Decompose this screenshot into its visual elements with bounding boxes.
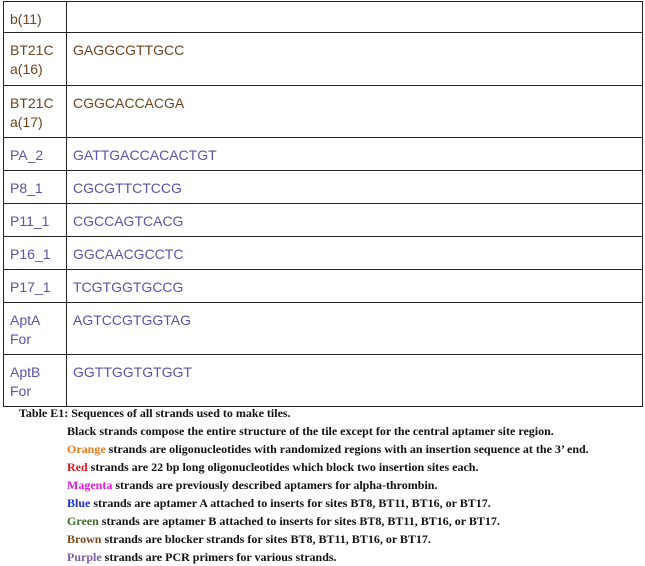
sequence-cell: GATTGACCACACTGT: [67, 138, 643, 171]
sequence-cell: GAGGCGTTGCC: [67, 33, 643, 86]
legend-text: strands are oligonucleotides with randomized regions with an insertion sequence at the 3’ end.: [105, 442, 589, 456]
legend-line: [67, 494, 589, 512]
strand-name-cell: P11_1: [4, 204, 67, 237]
table-row: [4, 270, 643, 303]
table-row: [4, 2, 643, 33]
table-row: [4, 237, 643, 270]
legend-color-word: Purple: [67, 550, 102, 564]
sequence-cell: [67, 2, 643, 33]
strand-name-cell: BT21C a(17): [4, 86, 67, 138]
table-row: [4, 138, 643, 171]
strand-name-cell: P17_1: [4, 270, 67, 303]
legend-text: strands are PCR primers for various strands.: [101, 550, 337, 564]
sequence-cell: TCGTGGTGCCG: [67, 270, 643, 303]
strand-name-cell: b(11): [4, 2, 67, 33]
table-caption: [19, 404, 589, 566]
strand-name-cell: PA_2: [4, 138, 67, 171]
legend-line: [67, 512, 589, 530]
table-row: [4, 33, 643, 86]
legend-color-word: Magenta: [67, 478, 113, 492]
sequence-cell: AGTCCGTGGTAG: [67, 303, 643, 355]
legend-line: [67, 422, 589, 440]
sequence-table: [3, 1, 643, 407]
table-row: [4, 171, 643, 204]
caption-title: Table E1: Sequences of all strands used to make tiles.: [19, 406, 291, 420]
sequence-cell: CGCCAGTCACG: [67, 204, 643, 237]
legend-text: strands are 22 bp long oligonucleotides which block two insertion sites each.: [87, 460, 479, 474]
strand-name-cell: AptB For: [4, 355, 67, 407]
legend-text: strands are previously described aptamers for alpha-thrombin.: [112, 478, 438, 492]
strand-name-cell: P8_1: [4, 171, 67, 204]
legend-color-word: Red: [67, 460, 88, 474]
sequence-table-body: [4, 2, 643, 407]
legend-text: strands are blocker strands for sites BT8, BT11, BT16, or BT17.: [101, 532, 431, 546]
strand-name-cell: AptA For: [4, 303, 67, 355]
sequence-cell: GGTTGGTGTGGT: [67, 355, 643, 407]
sequence-cell: GGCAACGCCTC: [67, 237, 643, 270]
table-row: [4, 303, 643, 355]
legend-line: [67, 548, 589, 566]
legend-color-word: Brown: [67, 532, 102, 546]
legend-line: [67, 476, 589, 494]
color-legend: [19, 422, 589, 566]
table-row: [4, 86, 643, 138]
legend-color-word: Orange: [67, 442, 106, 456]
legend-color-word: Green: [67, 514, 99, 528]
strand-name-cell: BT21C a(16): [4, 33, 67, 86]
sequence-cell: CGGCACCACGA: [67, 86, 643, 138]
legend-line: [67, 530, 589, 548]
strand-name-cell: P16_1: [4, 237, 67, 270]
legend-text: strands are aptamer B attached to inserts for sites BT8, BT11, BT16, or BT17.: [98, 514, 500, 528]
legend-line: [67, 440, 589, 458]
table-row: [4, 204, 643, 237]
legend-text: strands are aptamer A attached to inserts for sites BT8, BT11, BT16, or BT17.: [90, 496, 491, 510]
legend-line: [67, 458, 589, 476]
table-row: [4, 355, 643, 407]
legend-color-word: Blue: [67, 496, 91, 510]
legend-text: Black strands compose the entire structure of the tile except for the central aptamer site region.: [67, 424, 554, 438]
sequence-cell: CGCGTTCTCCG: [67, 171, 643, 204]
